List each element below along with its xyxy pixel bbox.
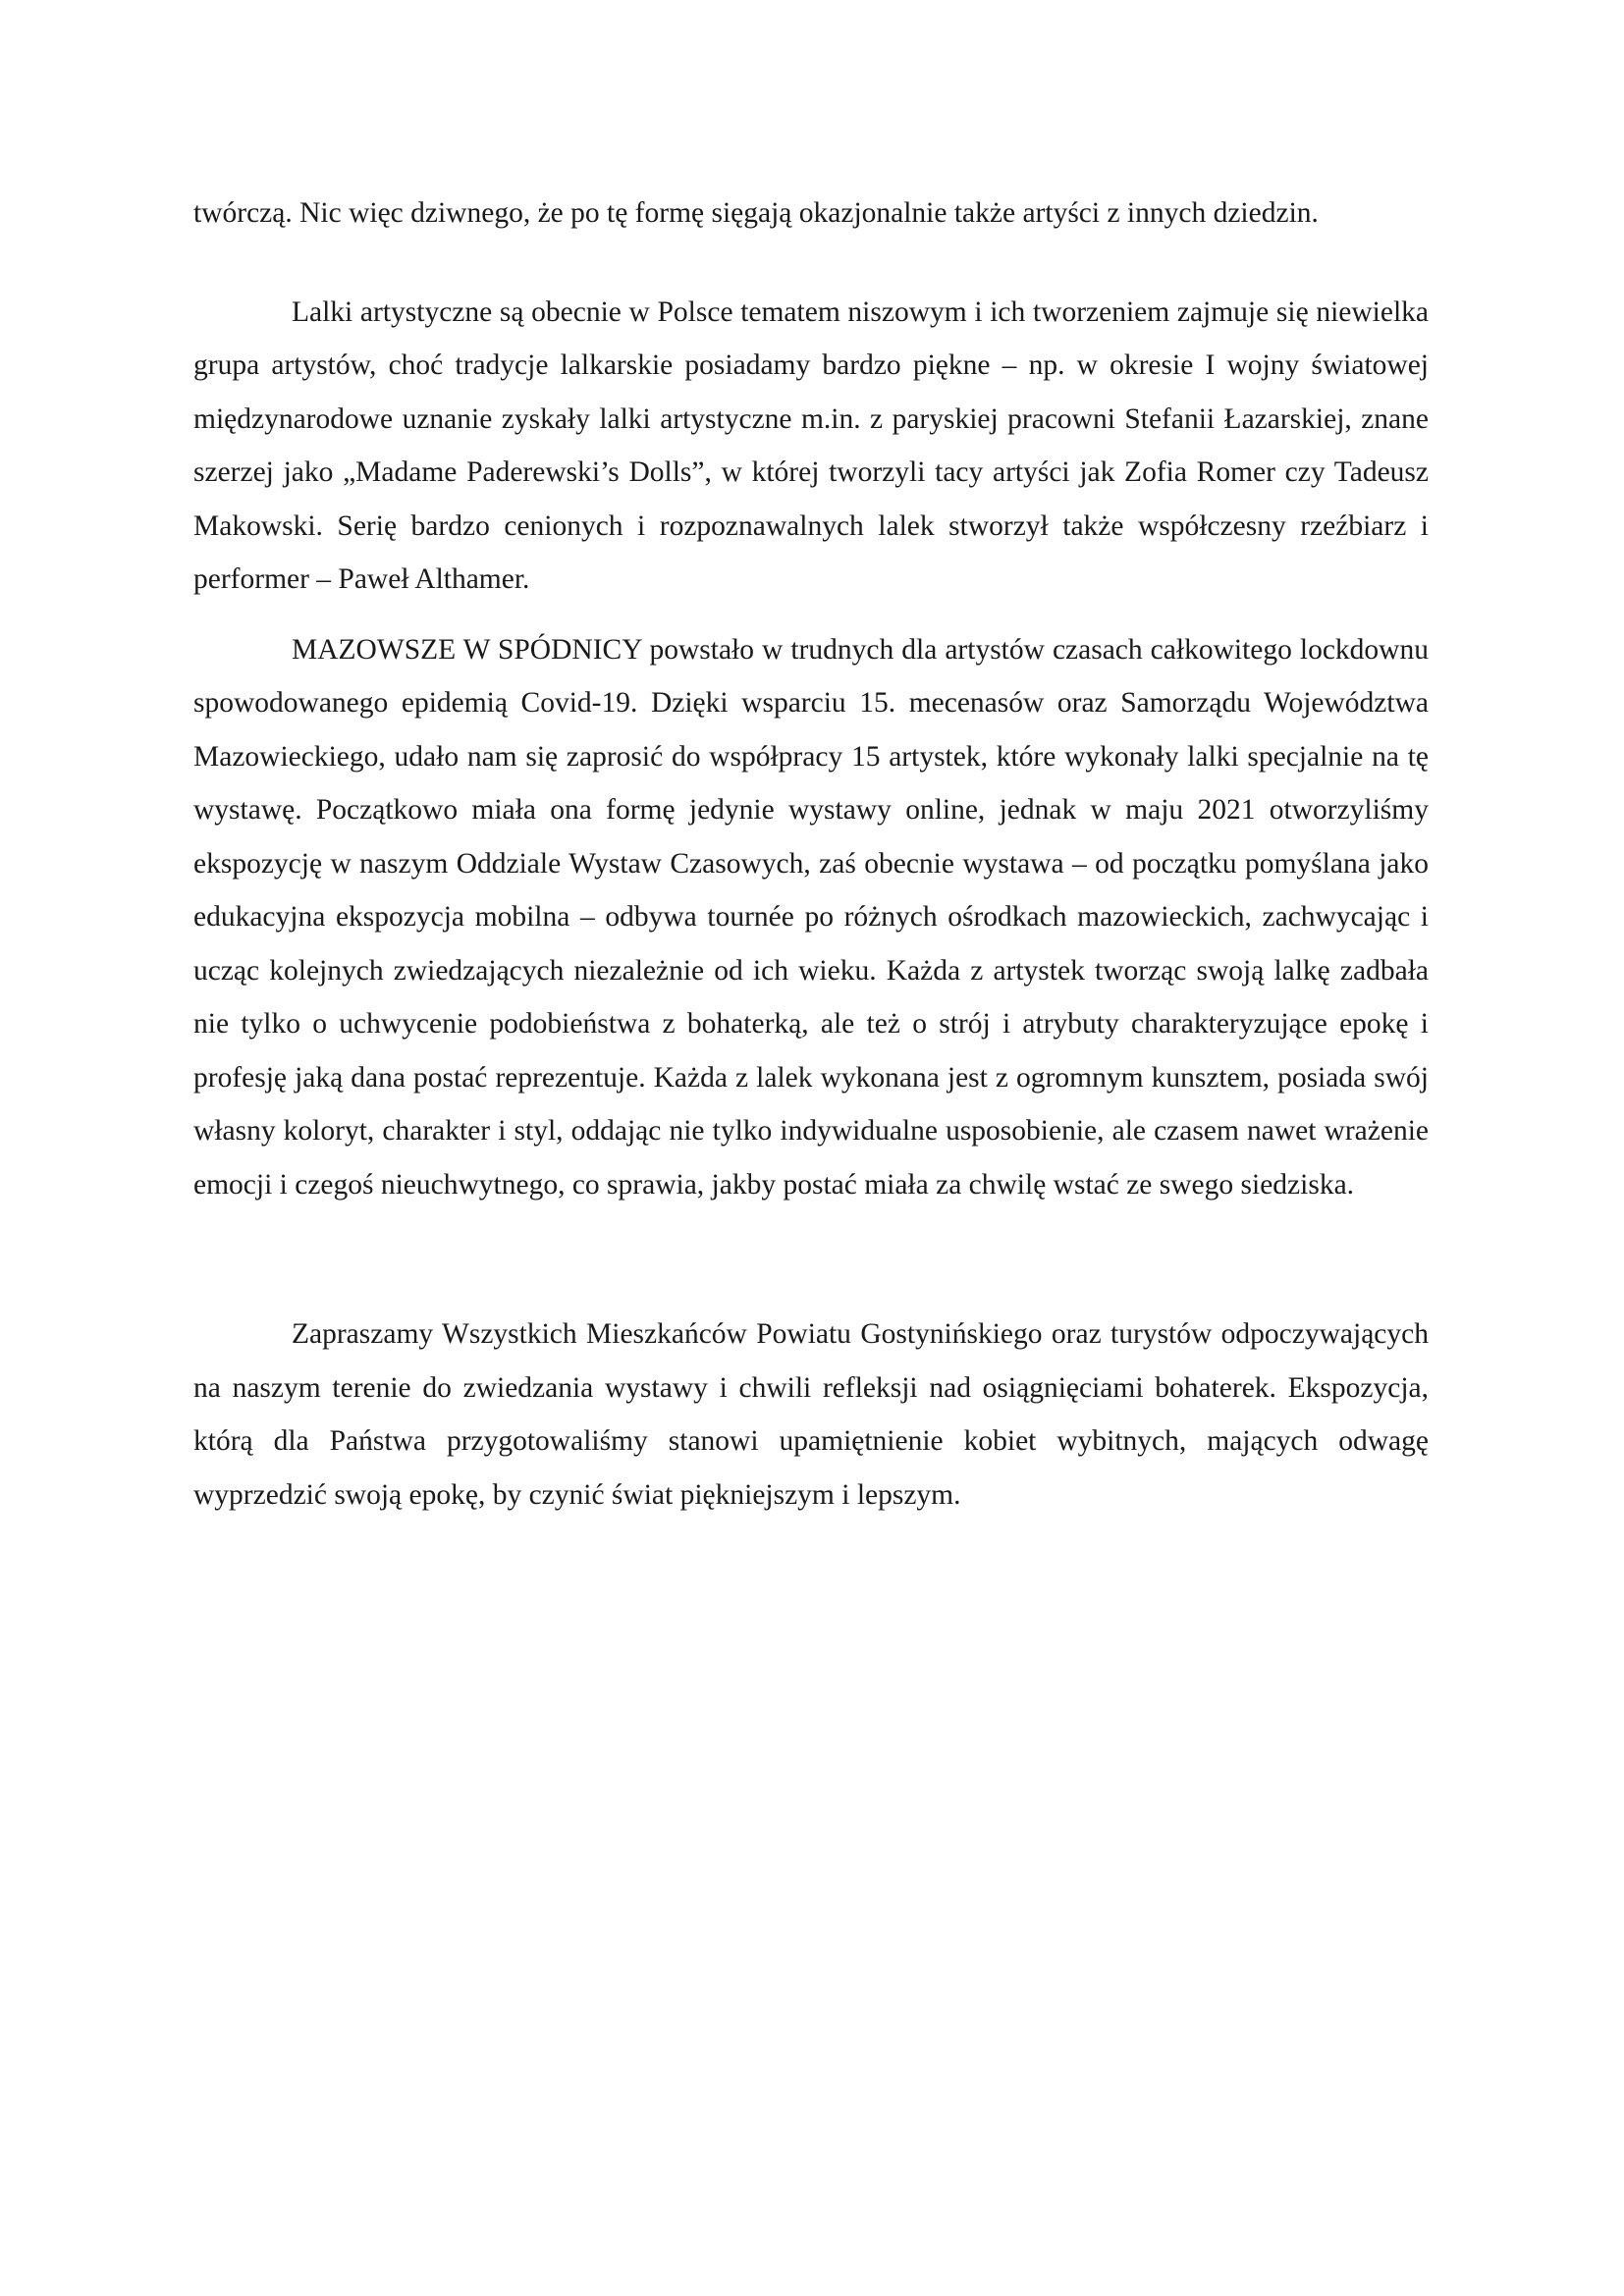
- paragraph-invitation: Zapraszamy Wszystkich Mieszkańców Powiatu Gostynińskiego oraz turystów odpoczywających na naszym terenie do zwiedzania wystawy i chwili refleksji nad osiągnięciami bohaterek. Ekspozycja, którą dla Państwa przygotowaliśmy stanowi upamiętnienie kobiet wybitnych, mających odwagę wyprzedzić swoją epokę, by czynić świat piękniejszym i lepszym.: [193, 1318, 1429, 1511]
- paragraph-continuation: twórczą. Nic więc dziwnego, że po tę formę sięgają okazjonalnie także artyści z innych dziedzin.: [193, 197, 1319, 229]
- paragraph-art-dolls-tradition: Lalki artystyczne są obecnie w Polsce tematem niszowym i ich tworzeniem zajmuje się niewielka grupa artystów, choć tradycje lalkarskie posiadamy bardzo piękne – np. w okresie I wojny światowej międzynarodowe uznanie zyskały lalki artystyczne m.in. z paryskiej pracowni Stefanii Łazarskiej, znane szerzej jako „Madame Paderewski’s Dolls”, w której tworzyli tacy artyści jak Zofia Romer czy Tadeusz Makowski. Serię bardzo cenionych i rozpoznawalnych lalek stworzył także współczesny rzeźbiarz i performer – Paweł Althamer.: [193, 295, 1429, 595]
- paragraph-exhibition-description: MAZOWSZE W SPÓDNICY powstało w trudnych dla artystów czasach całkowitego lockdownu spowodowanego epidemią Covid-19. Dzięki wsparciu 15. mecenasów oraz Samorządu Województwa Mazowieckiego, udało nam się zaprosić do współpracy 15 artystek, które wykonały lalki specjalnie na tę wystawę. Początkowo miała ona formę jedynie wystawy online, jednak w maju 2021 otworzyliśmy ekspozycję w naszym Oddziale Wystaw Czasowych, zaś obecnie wystawa – od początku pomyślana jako edukacyjna ekspozycja mobilna – odbywa tournée po różnych ośrodkach mazowieckich, zachwycając i ucząc kolejnych zwiedzających niezależnie od ich wieku. Każda z artystek tworząc swoją lalkę zadbała nie tylko o uchwycenie podobieństwa z bohaterką, ale też o strój i atrybuty charakteryzujące epokę i profesję jaką dana postać reprezentuje. Każda z lalek wykonana jest z ogromnym kunsztem, posiada swój własny koloryt, charakter i styl, oddając nie tylko indywidualne usposobienie, ale czasem nawet wrażenie emocji i czegoś nieuchwytnego, co sprawia, jakby postać miała za chwilę wstać ze swego siedziska.: [193, 633, 1429, 1201]
- document-body: [193, 187, 1429, 1522]
